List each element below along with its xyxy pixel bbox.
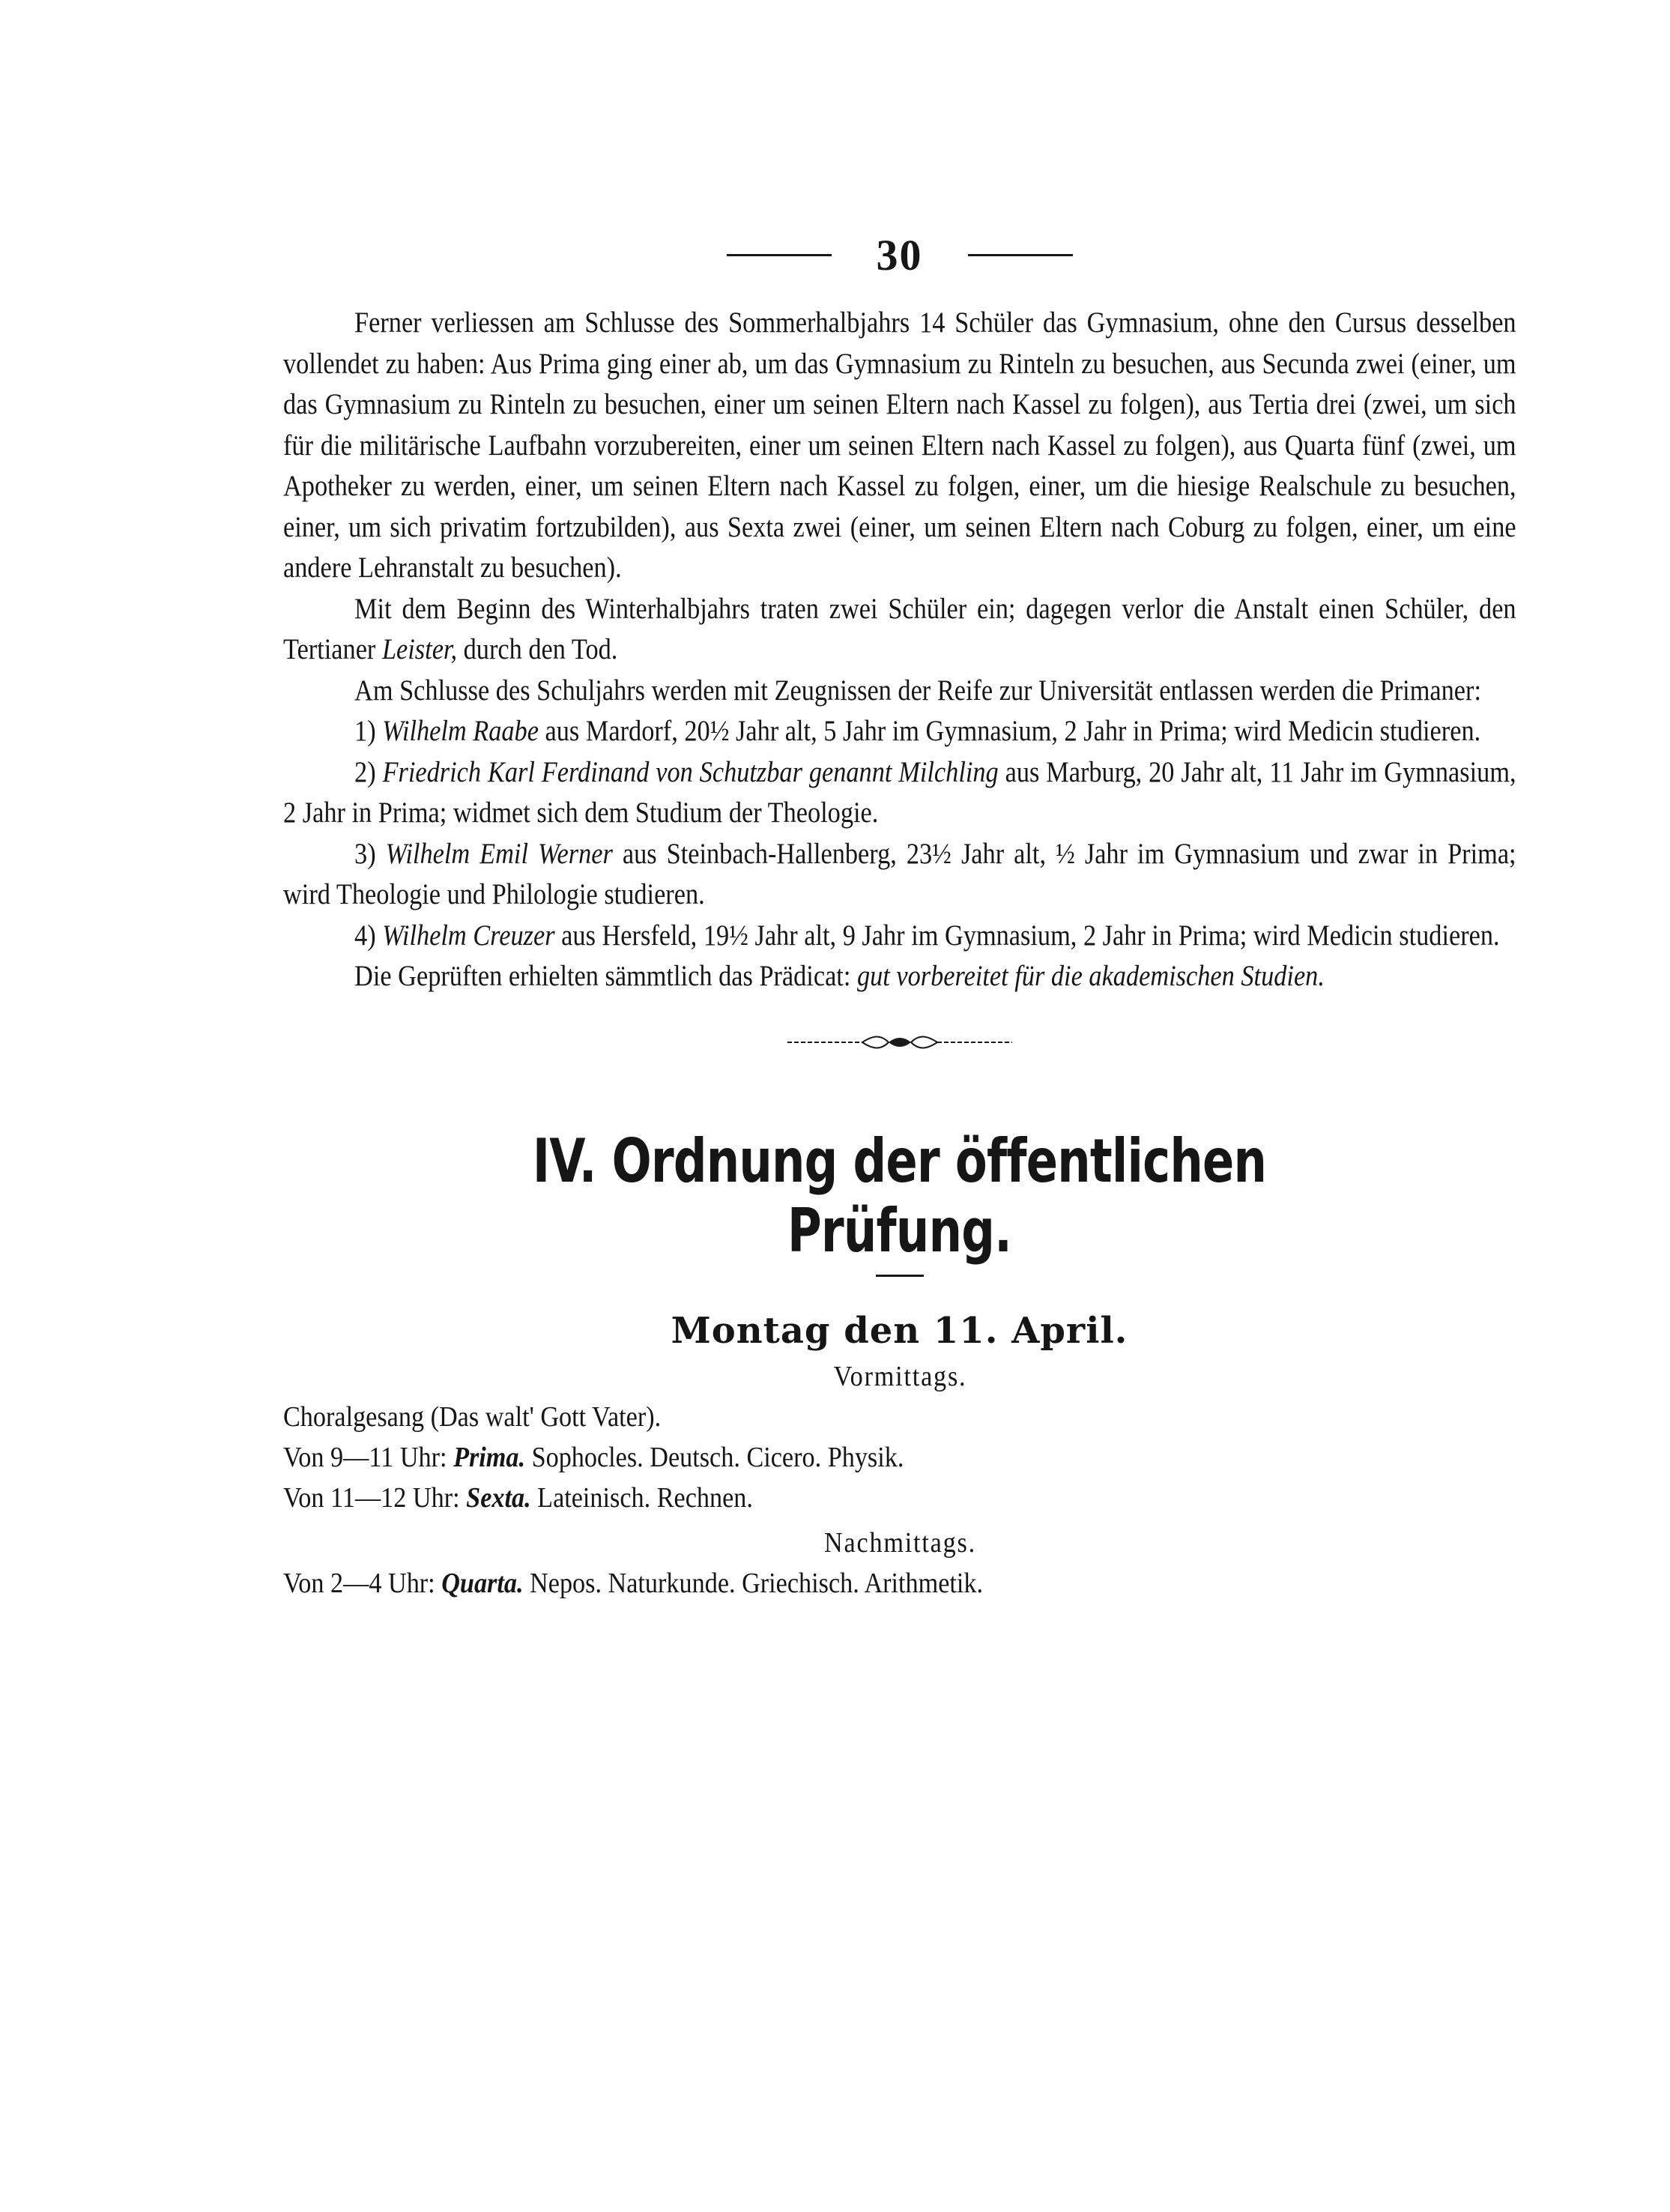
result-text: Die Geprüften erhielten sämmtlich das Prädicat: <box>354 960 857 992</box>
schedule-entry <box>283 1478 1517 1518</box>
schedule-class: Quarta. <box>441 1567 524 1599</box>
afternoon-heading: Nachmittags. <box>823 1526 977 1559</box>
schedule-subjects: Sophocles. Deutsch. Cicero. Physik. <box>525 1441 904 1473</box>
section-title: IV. Ordnung der öffentlichen Prüfung. <box>532 1125 1267 1266</box>
graduate-entry <box>283 711 1516 752</box>
ornament-flourish-icon <box>780 1033 1020 1051</box>
graduate-name: Wilhelm Emil Werner <box>385 837 613 870</box>
graduate-details: aus Mardorf, 20½ Jahr alt, 5 Jahr im Gymnasium, 2 Jahr in Prima; wird Medicin studieren. <box>538 715 1481 747</box>
graduate-name: Wilhelm Raabe <box>382 715 539 747</box>
paragraph-graduation-intro: Am Schlusse des Schuljahrs werden mit Zeugnissen der Reife zur Universität entlassen werden die Primaner: <box>354 674 1482 707</box>
graduate-entry <box>283 752 1516 834</box>
graduate-details: aus Hersfeld, 19½ Jahr alt, 9 Jahr im Gymnasium, 2 Jahr in Prima; wird Medicin studieren. <box>554 919 1500 952</box>
page-header <box>283 217 1516 292</box>
graduate-details: aus Steinbach-Hallenberg, 23½ Jahr alt, ½ Jahr im Gymnasium und zwar in Prima; wird Theologie und Philologie studieren. <box>283 837 1516 910</box>
schedule-subjects: Nepos. Naturkunde. Griechisch. Arithmetik. <box>523 1567 984 1599</box>
day-heading: Montag den 11. April. <box>671 1309 1128 1352</box>
graduate-number: 4) <box>354 919 376 952</box>
graduate-entry <box>283 916 1516 957</box>
schedule-time: Von 2—4 Uhr: <box>283 1567 442 1599</box>
paragraph-result <box>283 956 1516 997</box>
document-page <box>283 217 1516 1604</box>
schedule-entry <box>283 1437 1517 1478</box>
exam-schedule <box>283 1356 1517 1604</box>
title-rule <box>876 1275 924 1277</box>
winter-name: Leister, <box>381 633 458 665</box>
schedule-time: Von 11—12 Uhr: <box>283 1481 467 1514</box>
schedule-subjects: Lateinisch. Rechnen. <box>530 1481 753 1514</box>
paragraph-winter <box>283 589 1516 671</box>
header-rule-right <box>968 254 1073 256</box>
graduate-entry <box>283 834 1516 916</box>
schedule-entry <box>283 1563 1517 1604</box>
result-predicate: gut vorbereitet für die akademischen Studien. <box>856 960 1325 992</box>
morning-heading: Vormittags. <box>833 1360 967 1392</box>
graduate-name: Friedrich Karl Ferdinand von Schutzbar genannt Milchling <box>382 755 999 788</box>
schedule-time: Von 9—11 Uhr: <box>283 1441 454 1473</box>
paragraph-departures: Ferner verliessen am Schlusse des Sommerhalbjahrs 14 Schüler das Gymnasium, ohne den Cursus desselben vollendet zu haben: Aus Prima ging einer ab, um das Gymnasium zu Rinteln zu besuchen, aus Secunda zwei (einer, um das Gymnasium zu Rinteln zu besuchen, einer um seinen Eltern nach Kassel zu folgen), aus Tertia drei (zwei, um sich für die militärische Laufbahn vorzubereiten, einer um seinen Eltern nach Kassel zu folgen), aus Quarta fünf (zwei, um Apotheker zu werden, einer, um seinen Eltern nach Kassel zu folgen, einer, um die hiesige Realschule zu besuchen, einer, um sich privatim fortzubilden), aus Sexta zwei (einer, um seinen Eltern nach Coburg zu folgen, einer, um eine andere Lehranstalt zu besuchen). <box>283 306 1516 584</box>
winter-text-end: durch den Tod. <box>457 633 618 665</box>
graduate-name: Wilhelm Creuzer <box>382 919 555 952</box>
page-number: 30 <box>876 230 923 279</box>
graduate-number: 2) <box>354 755 376 788</box>
body-text <box>283 303 1516 997</box>
header-rule-left <box>727 254 832 256</box>
graduate-number: 3) <box>354 837 376 870</box>
schedule-class: Prima. <box>453 1441 526 1473</box>
winter-text: Mit dem Beginn des Winterhalbjahrs traten zwei Schüler ein; dagegen verlor die Anstalt einen Schüler, den Tertianer <box>283 592 1516 665</box>
opening-hymn: Choralgesang (Das walt' Gott Vater). <box>283 1400 662 1433</box>
graduate-details: aus Marburg, 20 Jahr alt, 11 Jahr im Gymnasium, 2 Jahr in Prima; widmet sich dem Studium der Theologie. <box>283 755 1516 829</box>
ornament-divider <box>283 1027 1516 1057</box>
schedule-class: Sexta. <box>466 1481 531 1514</box>
graduate-number: 1) <box>354 715 376 747</box>
